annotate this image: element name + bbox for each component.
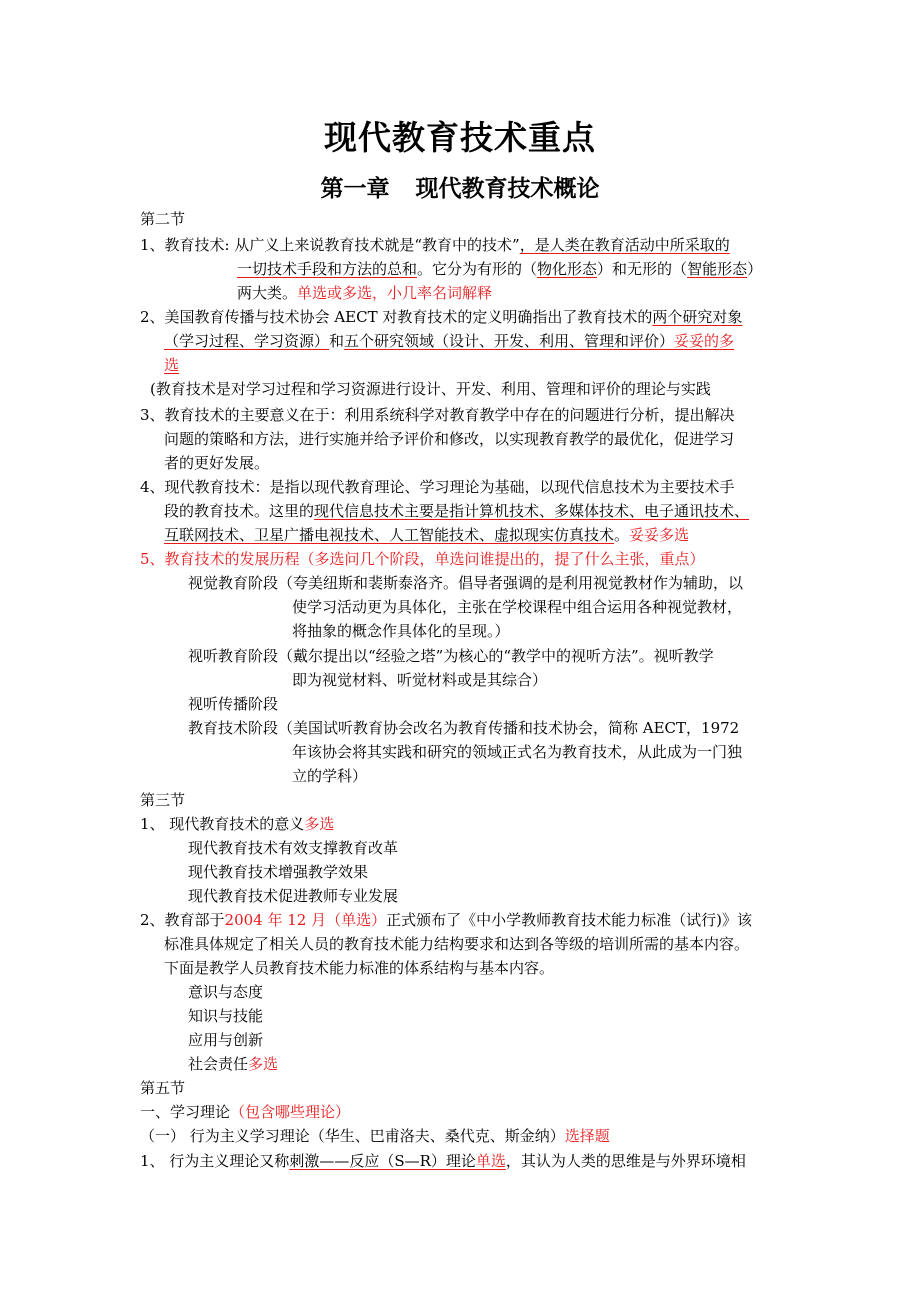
s2-item1-line3: 两大类。单选或多选，小几率名词解释 <box>237 284 493 302</box>
s3-item2-sub2: 知识与技能 <box>188 1007 264 1025</box>
stage-edtech-line1: 教育技术阶段（美国试听教育协会改名为教育传播和技术协会，简称 AECT，1972 <box>188 719 740 737</box>
stage-audiovisual-line1: 视听教育阶段（戴尔提出以“经验之塔”为核心的“教学中的视听方法”。视听教学 <box>188 647 714 665</box>
stage-communication: 视听传播阶段 <box>188 695 279 713</box>
s2-item2-line1: 2、美国教育传播与技术协会 AECT 对教育技术的定义明确指出了教育技术的两个研究对象 <box>140 308 743 326</box>
s3-item2-line2: 标准具体规定了相关人员的教育技术能力结构要求和达到各等级的培训所需的基本内容。 <box>164 935 750 953</box>
section-heading-2: 第二节 <box>140 210 186 228</box>
s2-item2-line2: （学习过程、学习资源）和五个研究领域（设计、开发、利用、管理和评价）妥妥的多 <box>164 332 735 350</box>
chapter-number: 第一章 <box>320 176 390 202</box>
document-title: 现代教育技术重点 <box>324 118 596 157</box>
stage-audiovisual-line2: 即为视觉材料、听觉材料或是其综合） <box>292 671 548 689</box>
s2-item3-line1: 3、教育技术的主要意义在于：利用系统科学对教育教学中存在的问题进行分析，提出解决 <box>140 406 735 424</box>
stage-visual-line2: 使学习活动更为具体化，主张在学校课程中组合运用各种视觉教材， <box>292 598 743 616</box>
s2-item3-line2: 问题的策略和方法，进行实施并给予评价和修改，以实现教育教学的最优化，促进学习 <box>164 430 735 448</box>
stage-edtech-line3: 立的学科） <box>292 767 368 785</box>
s2-item2-definition: (教育技术是对学习过程和学习资源进行设计、开发、利用、管理和评价的理论与实践 <box>150 380 711 398</box>
s3-item1-sub2: 现代教育技术增强教学效果 <box>188 863 369 881</box>
stage-visual-line3: 将抽象的概念作具体化的呈现。） <box>292 622 510 640</box>
s2-item3-line3: 者的更好发展。 <box>164 454 270 472</box>
section-heading-3: 第三节 <box>140 791 186 809</box>
stage-visual-line1: 视觉教育阶段（夸美纽斯和裴斯泰洛齐。倡导者强调的是利用视觉教材作为辅助，以 <box>188 574 744 592</box>
s3-item2-line3: 下面是教学人员教育技术能力标准的体系结构与基本内容。 <box>164 959 555 977</box>
s3-item1-sub3: 现代教育技术促进教师专业发展 <box>188 887 399 905</box>
s2-item5-heading: 5、教育技术的发展历程（多选问几个阶段，单选问谁提出的，提了什么主张，重点） <box>140 550 705 568</box>
stage-edtech-line2: 年该协会将其实践和研究的领域正式名为教育技术，从此成为一门独 <box>292 743 743 761</box>
s5-line3: 1、 行为主义理论又称刺激——反应（S—R）理论单选，其认为人类的思维是与外界环境相 <box>140 1152 746 1170</box>
s2-item1-line2: 一切技术手段和方法的总和。它分为有形的（物化形态）和无形的（智能形态） <box>237 260 763 278</box>
s2-item4-line2: 段的教育技术。这里的现代信息技术主要是指计算机技术、多媒体技术、电子通讯技术、 <box>164 502 750 520</box>
s2-item4-line3: 互联网技术、卫星广播电视技术、人工智能技术、虚拟现实仿真技术。妥妥多选 <box>164 526 690 544</box>
s3-item1-sub1: 现代教育技术有效支撑教育改革 <box>188 839 399 857</box>
section-heading-5: 第五节 <box>140 1079 186 1097</box>
s2-item4-line1: 4、现代教育技术：是指以现代教育理论、学习理论为基础，以现代信息技术为主要技术手 <box>140 478 735 496</box>
s2-item1-line1: 1、教育技术: 从广义上来说教育技术就是“教育中的技术”，是人类在教育活动中所采取的 <box>140 236 730 254</box>
s3-item2-sub4: 社会责任多选 <box>188 1055 279 1073</box>
s2-item2-line3: 选 <box>164 356 180 374</box>
s3-item2-line1: 2、教育部于2004 年 12 月（单选）正式颁布了《中小学教师教育技术能力标准（试行)》该 <box>140 911 752 929</box>
chapter-title <box>0 170 920 203</box>
s5-line2: （一） 行为主义学习理论（华生、巴甫洛夫、桑代克、斯金纳）选择题 <box>140 1127 610 1145</box>
s5-line1: 一、学习理论（包含哪些理论） <box>140 1103 351 1121</box>
chapter-name: 现代教育技术概论 <box>415 176 600 202</box>
s3-item1-line1: 1、 现代教育技术的意义多选 <box>140 815 335 833</box>
s3-item2-sub3: 应用与创新 <box>188 1031 264 1049</box>
s3-item2-sub1: 意识与态度 <box>188 983 264 1001</box>
